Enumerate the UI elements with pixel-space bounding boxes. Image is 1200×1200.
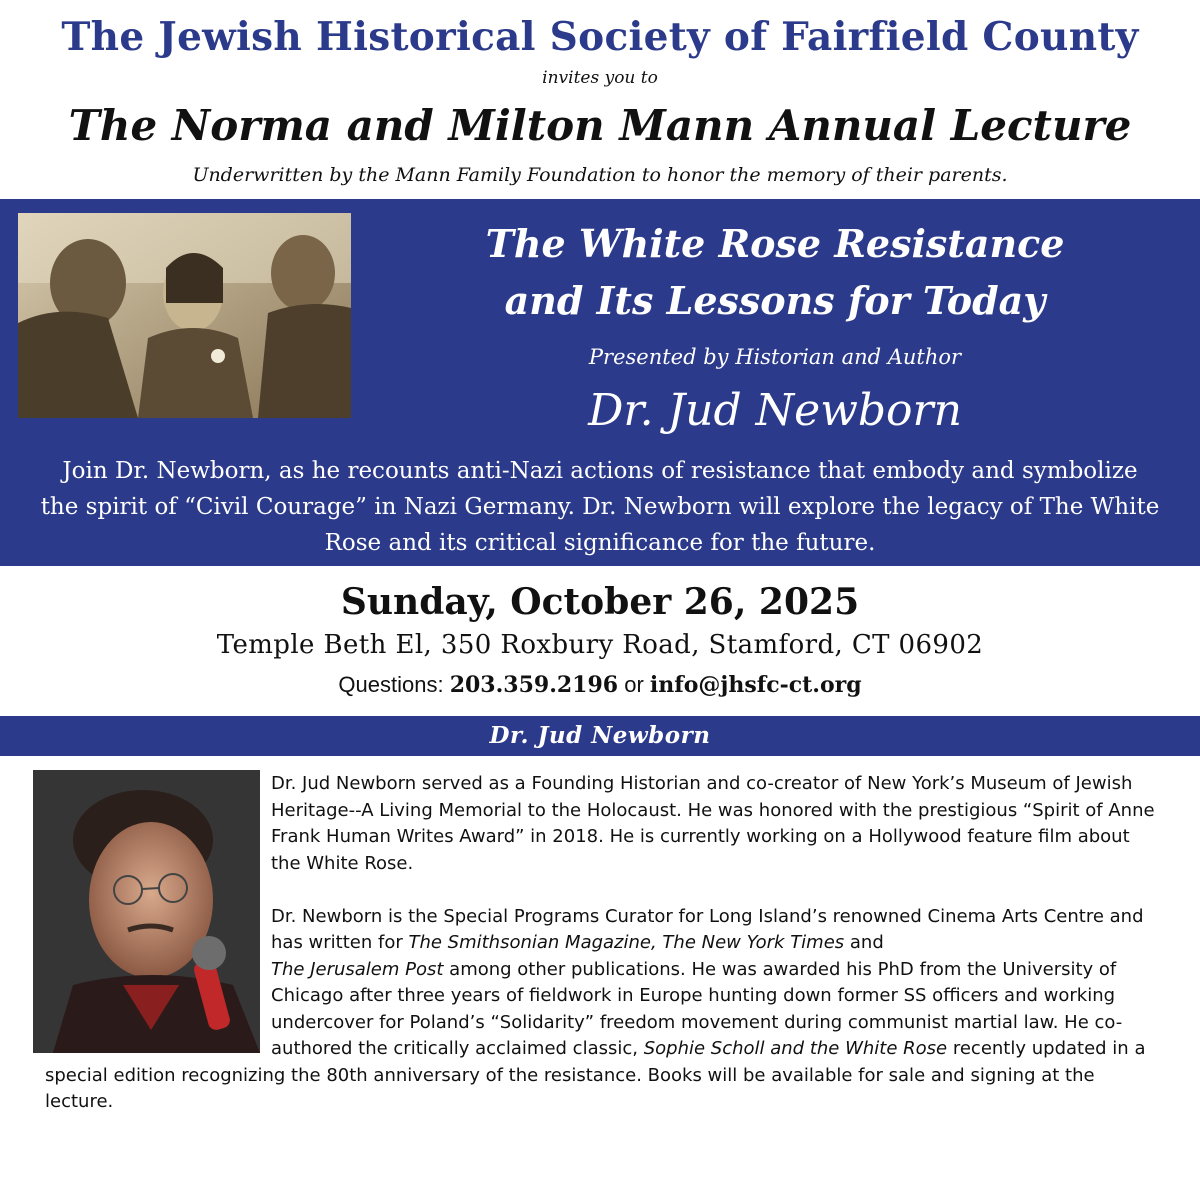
talk-title-line2: and Its Lessons for Today	[504, 278, 1046, 323]
bio-heading-bar: Dr. Jud Newborn	[0, 716, 1200, 756]
talk-title-line1: The White Rose Resistance	[485, 221, 1065, 266]
bio-p2-part-c: among other publications. He was awarded his PhD from the University of Chicago after three years of fieldwork in Europe hunting down former SS officers and working undercover for Poland’s “Solidarity” freedom movement during communist martial law. He co-authored the critically acclaimed classic,	[271, 958, 1123, 1059]
bio-publication-2: The Jerusalem Post	[271, 958, 444, 980]
invites-line: invites you to	[542, 68, 658, 88]
questions-or: or	[624, 672, 644, 697]
underwritten-line: Underwritten by the Mann Family Foundation to honor the memory of their parents.	[192, 164, 1008, 186]
bio-p2-part-d: recently updated in a special edition recognizing the 80th anniversary of the resistance. Books will be available for sale and signing at the lecture.	[45, 1038, 1146, 1112]
event-date: Sunday, October 26, 2025	[340, 581, 860, 623]
bio-paragraph-1: Dr. Jud Newborn served as a Founding Historian and co-creator of New York’s Museum of Jewish Heritage--A Living Memorial to the Holocaust. He was honored with the prestigious “Spirit of Anne Frank Human Writes Award” in 2018. He is currently working on a Hollywood feature film about the White Rose.	[271, 773, 1155, 874]
talk-description: Join Dr. Newborn, as he recounts anti-Nazi actions of resistance that embody and symbolize the spirit of “Civil Courage” in Nazi Germany. Dr. Newborn will explore the legacy of The White Rose and its critical significance for the future.	[40, 458, 1160, 556]
speaker-name: Dr. Jud Newborn	[588, 385, 962, 436]
questions-line	[0, 672, 1200, 698]
contact-phone[interactable]: 203.359.2196	[449, 672, 619, 698]
event-venue: Temple Beth El, 350 Roxbury Road, Stamford, CT 06902	[216, 630, 984, 660]
talk-panel	[0, 199, 1200, 566]
presented-by: Presented by Historian and Author	[588, 345, 962, 369]
talk-title	[370, 215, 1180, 329]
questions-label: Questions:	[338, 672, 444, 697]
bio-p2-part-a: Dr. Newborn is the Special Programs Curator for Long Island’s renowned Cinema Arts Centre and has written for	[271, 905, 1144, 953]
contact-email[interactable]: info@jhsfc-ct.org	[649, 672, 862, 698]
white-rose-group-photo	[18, 213, 351, 418]
lecture-title: The Norma and Milton Mann Annual Lecture	[68, 101, 1132, 150]
bio-book-title: Sophie Scholl and the White Rose	[643, 1038, 948, 1059]
organization-title: The Jewish Historical Society of Fairfield County	[61, 14, 1139, 60]
bio-publication-1: The Smithsonian Magazine, The New York Times	[408, 932, 845, 953]
bio-text	[45, 771, 1155, 1116]
bio-p2-part-b: and	[844, 932, 884, 953]
